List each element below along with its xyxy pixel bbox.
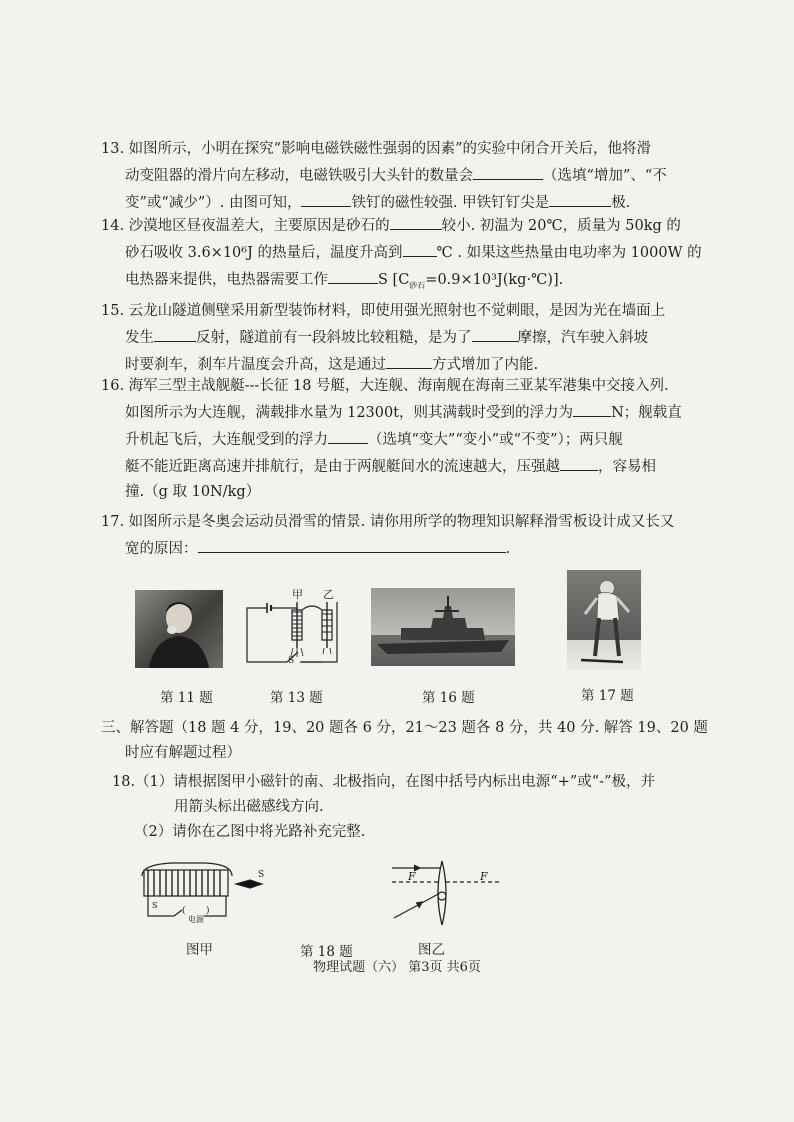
q18-line2: 用箭头标出磁感线方向. (174, 799, 324, 815)
question-18 (112, 770, 672, 845)
answer-blank[interactable] (328, 266, 378, 284)
q16-line3: 升机起飞后，大连舰受到的浮力 （选填“变大”“变小”或“不变”）；两只舰 (101, 426, 661, 453)
q16-line4: 艇不能近距离高速并排航行，是由于两舰艇间水的流速越大，压强越 ，容易相 (101, 453, 661, 480)
figure-11-photo (135, 590, 223, 668)
q13-line3: 变”或“减少”）. 由图可知， 铁钉的磁性较强. 甲铁钉钉尖是 极. (101, 189, 661, 216)
q17-line2: 宽的原因： . (101, 535, 661, 562)
figure-18-yi (388, 858, 508, 928)
label-yi: 乙 (323, 588, 334, 601)
caption-q11: 第 11 题 (160, 690, 213, 706)
compass-needle-icon (236, 880, 262, 888)
section-3-line2: 时应有解题过程） (125, 745, 241, 761)
caption-fig-jia: 图甲 (186, 942, 213, 958)
answer-blank[interactable] (573, 399, 611, 417)
question-13 (101, 137, 667, 216)
question-16 (101, 374, 682, 505)
answer-blank[interactable] (472, 324, 518, 342)
caption-q16: 第 16 题 (422, 690, 475, 706)
question-17 (101, 510, 675, 562)
caption-q17: 第 17 题 (581, 688, 634, 704)
q18-line3: （2）请你在乙图中将光路补充完整. (134, 824, 366, 840)
q15-line1: 15. 云龙山隧道侧壁采用新型装饰材料，即使用强光照射也不觉刺眼，是因为光在墙面上 (101, 303, 666, 319)
answer-blank[interactable] (328, 426, 368, 444)
figure-17-skier-photo (567, 570, 641, 670)
q13-line2: 动变阻器的滑片向左移动，电磁铁吸引大头针的数量会 （选填“增加”、“不 (101, 162, 661, 189)
bracket-left: ( (182, 906, 186, 916)
figure-18-jia (134, 856, 274, 928)
switch-icon (174, 910, 182, 916)
answer-blank[interactable] (386, 351, 432, 369)
q16-line2: 如图所示为大连舰，满载排水量为 12300t，则其满载时受到的浮力为 N；舰载直 (101, 399, 661, 426)
figure-16-ship-photo (371, 588, 515, 666)
answer-blank[interactable] (560, 453, 598, 471)
answer-blank[interactable] (403, 239, 437, 257)
power-label: 电源 (188, 915, 204, 924)
caption-fig-yi: 图乙 (418, 942, 445, 958)
q15-line2: 发生 反射，隧道前有一段斜坡比较粗糙，是为了 摩擦，汽车驶入斜坡 (101, 324, 661, 351)
person-silhouette-icon (135, 590, 223, 668)
label-jia: 甲 (292, 588, 303, 601)
question-14 (101, 212, 702, 298)
answer-blank[interactable] (549, 189, 611, 207)
q18-line1: 18.（1）请根据图甲小磁针的南、北极指向，在图中括号内标出电源“+”或“-”极，并 (112, 774, 655, 790)
warship-icon (371, 588, 515, 666)
answer-blank[interactable] (154, 324, 196, 342)
focus-left-label: F (408, 870, 416, 883)
q14-line3: 电热器来提供，电热器需要工作 S $[C_{砂石}=0.9\times 10^3J(kg\cdot℃)]$. (101, 266, 661, 298)
answer-blank[interactable] (473, 162, 543, 180)
figure-13-circuit (242, 590, 352, 670)
q13-line1: 13. 如图所示，小明在探究“影响电磁铁磁性强弱的因素”的实验中闭合开关后，他将滑 (101, 141, 651, 157)
needle-s-label: S (258, 870, 265, 880)
switch-label: S (152, 901, 158, 910)
page-footer: 物理试题（六） 第3页 共6页 (313, 960, 481, 975)
question-15 (101, 299, 666, 378)
bracket-right: ) (206, 906, 210, 916)
q15-line3: 时要刹车，刹车片温度会升高，这是通过 方式增加了内能. (101, 351, 661, 378)
answer-blank[interactable] (390, 212, 442, 230)
q14-line2: 砂石吸收 3.6×10⁶J 的热量后，温度升高到 ℃ . 如果这些热量由电功率为 1000W 的 (101, 239, 661, 266)
skier-icon (567, 570, 641, 670)
q16-line1: 16. 海军三型主战舰艇---长征 18 号艇，大连舰、海南舰在海南三亚某军港集中交接入列. (101, 378, 669, 394)
answer-blank[interactable] (301, 189, 351, 207)
label-switch: S (288, 656, 295, 666)
q14-line1: 14. 沙漠地区昼夜温差大，主要原因是砂石的 较小. 初温为 20℃，质量为 50kg 的 (101, 212, 661, 239)
q16-line5: 撞.（g 取 10N/kg） (125, 484, 261, 500)
answer-blank[interactable] (198, 535, 506, 553)
q17-line1: 17. 如图所示是冬奥会运动员滑雪的情景. 请你用所学的物理知识解释滑雪板设计成又长又 (101, 514, 675, 530)
caption-q18: 第 18 题 (300, 944, 353, 960)
focus-right-label: F (480, 870, 488, 883)
section-3-line1: 三、解答题（18 题 4 分，19、20 题各 6 分，21～23 题各 8 分，共 40 分. 解答 19、20 题 (101, 720, 708, 736)
section-3-header (101, 716, 708, 766)
caption-q13: 第 13 题 (270, 690, 323, 706)
solenoid-icon (144, 870, 228, 896)
